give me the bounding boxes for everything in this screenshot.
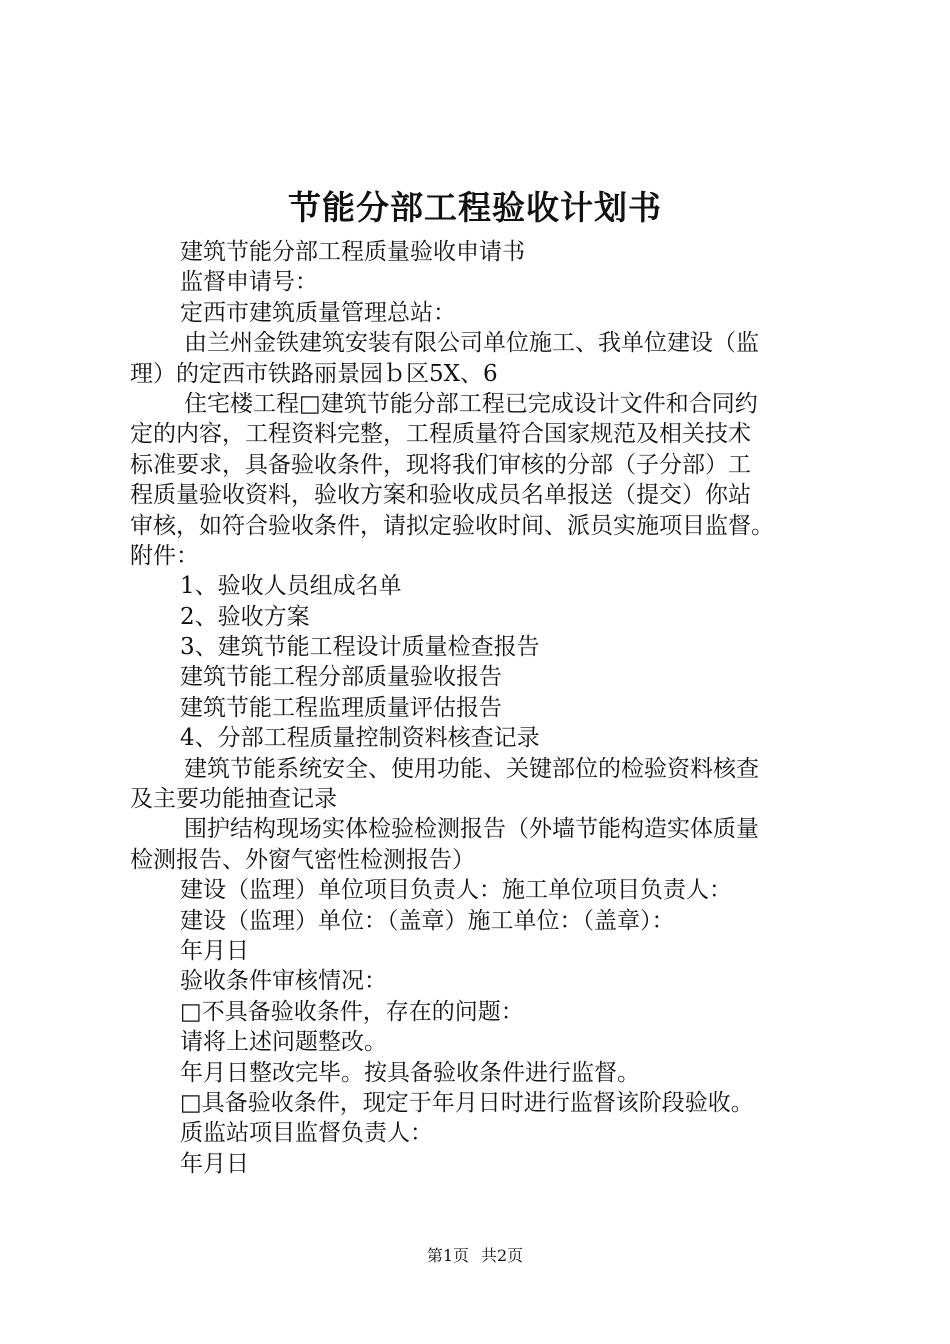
page-number: 第1页 — [426, 1246, 469, 1265]
text-line: 建设（监理）单位项目负责人：施工单位项目负责人： — [180, 877, 732, 904]
text-line: 标准要求，具备验收条件，现将我们审核的分部（子分部）工 — [130, 451, 751, 478]
text-line: 住宅楼工程□建筑节能分部工程已完成设计文件和合同约 — [184, 390, 758, 417]
text-line: 验收条件审核情况： — [180, 968, 387, 995]
text-line: 2、验收方案 — [180, 603, 310, 630]
text-line: 4、分部工程质量控制资料核查记录 — [180, 725, 540, 752]
text-line: 1、验收人员组成名单 — [180, 573, 402, 600]
text-line: 年月日 — [180, 937, 249, 964]
text-line: 年月日整改完毕。按具备验收条件进行监督。 — [180, 1059, 640, 1086]
document-title: 节能分部工程验收计划书 — [288, 188, 662, 227]
page-total: 共2页 — [481, 1246, 524, 1265]
text-line: 及主要功能抽查记录 — [130, 786, 337, 813]
text-line: 检测报告、外窗气密性检测报告） — [130, 846, 475, 873]
document-body — [130, 237, 838, 1179]
text-line: 建筑节能分部工程质量验收申请书 — [180, 239, 525, 265]
text-line: 建筑节能工程监理质量评估报告 — [180, 694, 502, 721]
text-line: 由兰州金铁建筑安装有限公司单位施工、我单位建设（监 — [184, 330, 759, 357]
text-line: 理）的定西市铁路丽景园ｂ区5X、6 — [130, 360, 498, 387]
text-line: 质监站项目监督负责人： — [180, 1120, 433, 1147]
text-line: □不具备验收条件，存在的问题： — [180, 998, 524, 1025]
text-line: 程质量验收资料，验收方案和验收成员名单报送（提交）你站 — [130, 482, 751, 509]
text-line: 建设（监理）单位：（盖章）施工单位：（盖章）： — [180, 907, 675, 934]
text-line: 定西市建筑质量管理总站： — [180, 299, 456, 326]
text-line: 附件： — [130, 542, 199, 569]
text-line: 监督申请号： — [180, 269, 318, 296]
text-line: 请将上述问题整改。 — [180, 1029, 387, 1056]
text-line: 年月日 — [180, 1150, 249, 1177]
text-line: 定的内容，工程资料完整，工程质量符合国家规范及相关技术 — [130, 421, 751, 448]
text-line: 3、建筑节能工程设计质量检查报告 — [180, 634, 540, 661]
text-line: 围护结构现场实体检验检测报告（外墙节能构造实体质量 — [184, 816, 759, 843]
text-line: □具备验收条件，现定于年月日时进行监督该阶段验收。 — [180, 1089, 754, 1116]
text-line: 建筑节能系统安全、使用功能、关键部位的检验资料核查 — [184, 755, 759, 782]
page-footer — [0, 1244, 950, 1268]
text-line: 审核，如符合验收条件，请拟定验收时间、派员实施项目监督。 — [130, 512, 774, 539]
text-line: 建筑节能工程分部质量验收报告 — [180, 664, 502, 691]
